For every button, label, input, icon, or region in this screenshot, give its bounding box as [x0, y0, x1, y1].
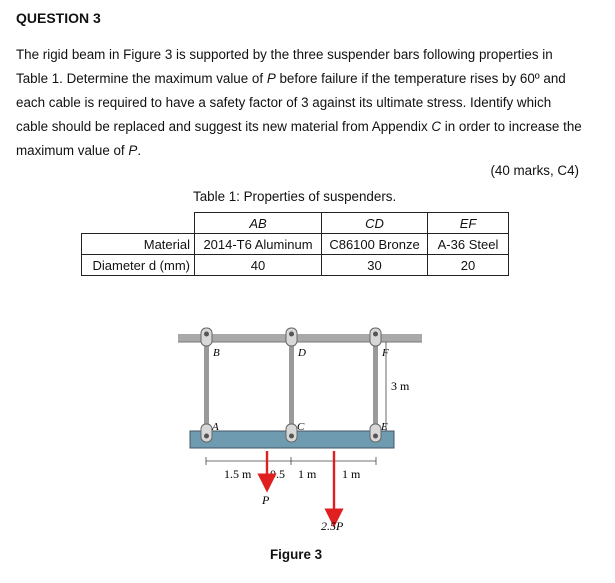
label-e: E — [381, 421, 388, 433]
appendix-letter: C — [431, 119, 442, 134]
question-paragraph — [16, 43, 586, 163]
height-label: 3 m — [391, 379, 410, 393]
dim-label-2: 0.5 — [270, 467, 285, 481]
table-corner-cell — [82, 213, 195, 234]
pin-e-bracket — [370, 424, 381, 442]
dim-label-4: 1 m — [342, 467, 361, 481]
table-row — [82, 234, 509, 255]
pin-d-bracket — [286, 328, 297, 346]
row-label-material: Material — [82, 234, 195, 255]
pin-a — [204, 434, 209, 439]
question-text-part1: The rigid beam in Figure 3 is supported by the three suspender bars following properties in Table 1. Determine the maximum value of — [16, 47, 553, 86]
pin-c — [289, 434, 294, 439]
question-text-part2: before failure if the temperature rises by 60º and each cable is required to have a safety factor of 3 against its ultimate stress. Identify which cable should be replaced and suggest its new material from Appendix — [16, 71, 566, 134]
label-d: D — [298, 347, 306, 359]
variable-p: P — [266, 71, 276, 86]
label-a: A — [212, 421, 219, 433]
marks-label: (40 marks, C4) — [490, 163, 579, 178]
pin-f — [373, 332, 378, 337]
cell-diameter-ef: 20 — [428, 255, 509, 276]
dim-label-3: 1 m — [298, 467, 317, 481]
cell-material-ab: 2014-T6 Aluminum — [195, 234, 322, 255]
table-caption: Table 1: Properties of suspenders. — [193, 189, 397, 204]
question-text-part3: in order to increase the maximum value of — [16, 119, 582, 158]
label-b: B — [213, 347, 220, 359]
question-text-part4: . — [137, 143, 142, 158]
figure-caption: Figure 3 — [270, 547, 323, 562]
cell-diameter-ab: 40 — [195, 255, 322, 276]
load-p-label: P — [262, 493, 270, 507]
label-f: F — [382, 347, 389, 359]
pin-e — [373, 434, 378, 439]
header-ef: EF — [428, 213, 509, 234]
load-2-5p-label: 2.5P — [321, 519, 344, 533]
table-row — [82, 255, 509, 276]
pin-b — [204, 332, 209, 337]
properties-table — [81, 212, 509, 276]
figure-3-diagram — [170, 318, 430, 540]
dim-label-1: 1.5 m — [224, 467, 252, 481]
ceiling-support — [178, 334, 422, 342]
cell-diameter-cd: 30 — [322, 255, 428, 276]
table-header-row — [82, 213, 509, 234]
pin-c-bracket — [286, 424, 297, 442]
pin-f-bracket — [370, 328, 381, 346]
label-c: C — [297, 421, 305, 433]
variable-p: P — [128, 143, 138, 158]
header-ab: AB — [195, 213, 322, 234]
row-label-diameter: Diameter d (mm) — [82, 255, 195, 276]
pin-b-bracket — [201, 328, 212, 346]
question-title: QUESTION 3 — [16, 10, 101, 26]
cell-material-ef: A-36 Steel — [428, 234, 509, 255]
header-cd: CD — [322, 213, 428, 234]
cell-material-cd: C86100 Bronze — [322, 234, 428, 255]
pin-a-bracket — [201, 424, 212, 442]
pin-d — [289, 332, 294, 337]
